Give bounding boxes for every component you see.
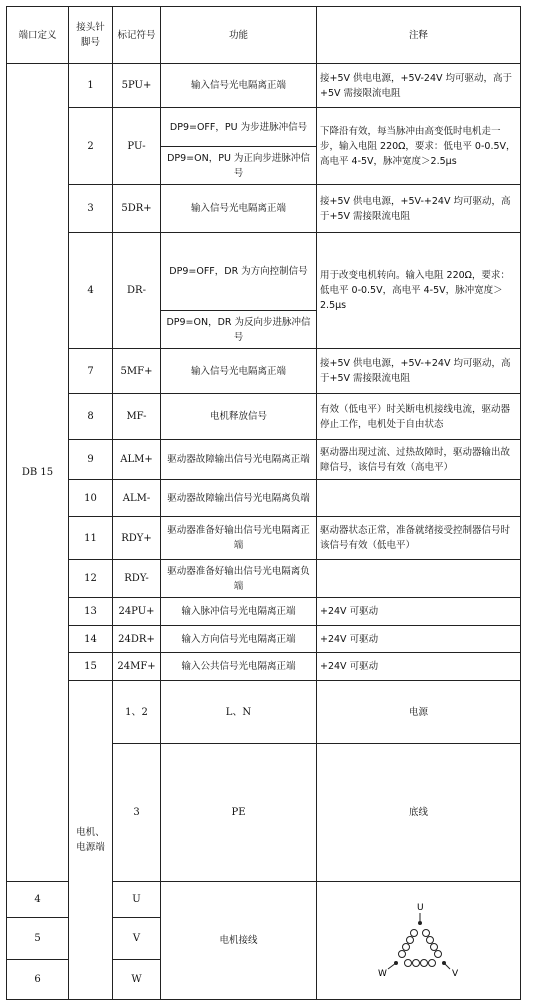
note-cell: 驱动器状态正常，准备就绪接受控制器信号时该信号有效（低电平） <box>317 517 521 560</box>
function-cell: 输入信号光电隔离正端 <box>161 349 317 394</box>
table-row <box>7 598 521 626</box>
pin-cell: 11 <box>69 517 113 560</box>
function-cell: 驱动器准备好输出信号光电隔离负端 <box>161 560 317 598</box>
group-db15: DB 15 <box>7 64 69 882</box>
symbol-cell: MF- <box>113 394 161 440</box>
coil-left <box>398 929 417 957</box>
symbol-cell: 5PU+ <box>113 64 161 108</box>
note-cell: 用于改变电机转向。输入电阻 220Ω，要求：低电平 0-0.5V，高电平 4-5V，脉冲宽度＞2.5μs <box>317 233 521 349</box>
note-cell: 接+5V 供电电源，+5V-+24V 均可驱动，高于+5V 需接限流电阻 <box>317 349 521 394</box>
symbol-cell: 24MF+ <box>113 653 161 681</box>
table-row <box>7 108 521 147</box>
table-row <box>7 233 521 311</box>
function-cell: 驱动器故障输出信号光电隔离负端 <box>161 480 317 517</box>
delta-winding-diagram <box>374 901 464 981</box>
function-cell: DP9=OFF，PU 为步进脉冲信号 <box>161 108 317 147</box>
pin-cell: 13 <box>69 598 113 626</box>
pin-cell: 3 <box>69 185 113 233</box>
pin-cell: 2 <box>69 108 113 185</box>
diagram-label-v: V <box>451 968 458 979</box>
function-cell: 输入信号光电隔离正端 <box>161 64 317 108</box>
function-cell: 电机释放信号 <box>161 394 317 440</box>
symbol-cell: 5MF+ <box>113 349 161 394</box>
note-cell: 接+5V 供电电源，+5V-+24V 均可驱动，高于+5V 需接限流电阻 <box>317 185 521 233</box>
function-cell: 输入信号光电隔离正端 <box>161 185 317 233</box>
function-cell: 输入脉冲信号光电隔离正端 <box>161 598 317 626</box>
function-cell: 驱动器准备好输出信号光电隔离正端 <box>161 517 317 560</box>
terminal-lead-w <box>388 963 396 969</box>
pin-cell: 1、2 <box>113 681 161 744</box>
table-row <box>7 653 521 681</box>
note-cell: 有效（低电平）时关断电机接线电流，驱动器停止工作，电机处于自由状态 <box>317 394 521 440</box>
symbol-cell: DR- <box>113 233 161 349</box>
pin-cell: 15 <box>69 653 113 681</box>
table-row <box>7 480 521 517</box>
header-note: 注释 <box>317 7 521 64</box>
pin-definition-table <box>6 6 521 1000</box>
header-row <box>7 7 521 64</box>
function-cell: 输入公共信号光电隔离正端 <box>161 653 317 681</box>
table-row <box>7 64 521 108</box>
pin-cell: 4 <box>7 882 69 918</box>
symbol-cell: 5DR+ <box>113 185 161 233</box>
symbol-cell: U <box>113 882 161 918</box>
note-cell: 驱动器出现过流、过热故障时，驱动器输出故障信号，该信号有效（高电平） <box>317 440 521 480</box>
coil-right <box>422 929 441 957</box>
symbol-cell: RDY+ <box>113 517 161 560</box>
note-cell: 接+5V 供电电源，+5V-24V 均可驱动，高于+5V 需接限流电阻 <box>317 64 521 108</box>
diagram-label-w: W <box>377 968 387 979</box>
pin-cell: 3 <box>113 744 161 882</box>
header-port: 端口定义 <box>7 7 69 64</box>
function-cell: 驱动器故障输出信号光电隔离正端 <box>161 440 317 480</box>
note-cell: 下降沿有效，每当脉冲由高变低时电机走一步，输入电阻 220Ω，要求：低电平 0-0.5V，高电平 4-5V，脉冲宽度＞2.5μs <box>317 108 521 185</box>
note-cell: +24V 可驱动 <box>317 598 521 626</box>
winding-diagram-cell <box>317 882 521 1000</box>
note-cell <box>317 560 521 598</box>
function-cell: DP9=ON，PU 为正向步进脉冲信号 <box>161 147 317 185</box>
note-cell: +24V 可驱动 <box>317 626 521 653</box>
pin-cell: 1 <box>69 64 113 108</box>
symbol-cell: W <box>113 960 161 1000</box>
table-row <box>7 349 521 394</box>
diagram-label-u: U <box>416 902 424 913</box>
table-row <box>7 681 521 744</box>
symbol-cell: ALM- <box>113 480 161 517</box>
header-function: 功能 <box>161 7 317 64</box>
motor-wiring-cell: 电机接线 <box>161 882 317 1000</box>
group-motor-power: 电机、电源端 <box>69 681 113 1000</box>
symbol-cell: 24DR+ <box>113 626 161 653</box>
header-symbol: 标记符号 <box>113 7 161 64</box>
table-row <box>7 185 521 233</box>
function-cell: 电源 <box>317 681 521 744</box>
symbol-cell: L、N <box>161 681 317 744</box>
note-cell <box>317 480 521 517</box>
symbol-cell: PU- <box>113 108 161 185</box>
table-row <box>7 626 521 653</box>
pin-cell: 6 <box>7 960 69 1000</box>
table-row <box>7 517 521 560</box>
symbol-cell: ALM+ <box>113 440 161 480</box>
function-cell: 输入方向信号光电隔离正端 <box>161 626 317 653</box>
terminal-lead-v <box>444 963 450 969</box>
symbol-cell: RDY- <box>113 560 161 598</box>
function-cell: 底线 <box>317 744 521 882</box>
symbol-cell: V <box>113 918 161 960</box>
table-row <box>7 394 521 440</box>
function-cell: DP9=OFF，DR 为方向控制信号 <box>161 233 317 311</box>
pin-cell: 7 <box>69 349 113 394</box>
table-row <box>7 560 521 598</box>
pin-cell: 12 <box>69 560 113 598</box>
pin-cell: 14 <box>69 626 113 653</box>
node-u <box>418 921 422 925</box>
function-cell: DP9=ON，DR 为反向步进脉冲信号 <box>161 311 317 349</box>
symbol-cell: 24PU+ <box>113 598 161 626</box>
pin-cell: 4 <box>69 233 113 349</box>
pin-cell: 10 <box>69 480 113 517</box>
table-row <box>7 440 521 480</box>
header-pin: 接头针脚号 <box>69 7 113 64</box>
pin-cell: 9 <box>69 440 113 480</box>
note-cell: +24V 可驱动 <box>317 653 521 681</box>
symbol-cell: PE <box>161 744 317 882</box>
coil-bottom <box>404 959 435 966</box>
pin-cell: 5 <box>7 918 69 960</box>
pin-cell: 8 <box>69 394 113 440</box>
